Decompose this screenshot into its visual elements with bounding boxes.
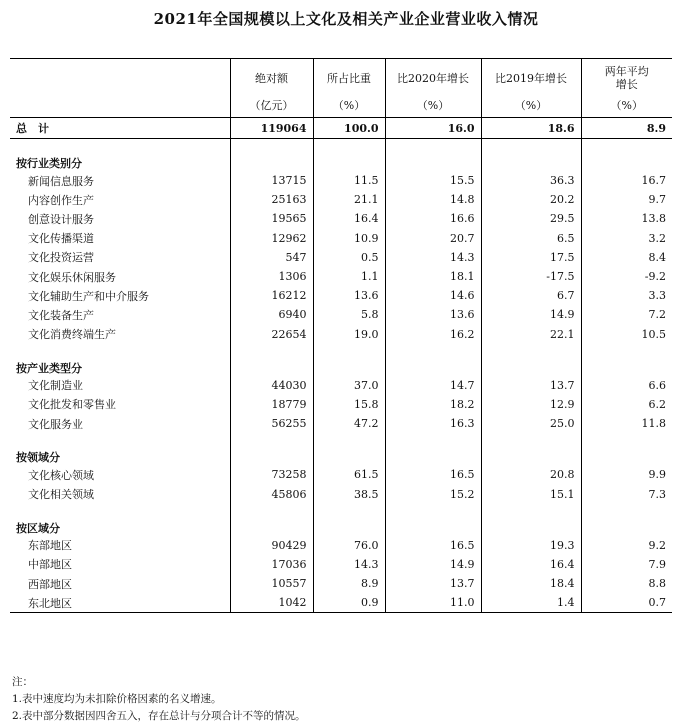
cell-two-year-avg: 11.8	[581, 414, 672, 433]
section-spacer	[10, 344, 672, 354]
cell-two-year-avg: 9.9	[581, 465, 672, 484]
section-title: 按产业类型分	[16, 361, 82, 375]
cell-share: 11.5	[313, 171, 385, 190]
cell-growth-2020: 18.1	[385, 267, 481, 286]
cell-growth-2020: 15.2	[385, 484, 481, 503]
cell-growth-2020: 13.6	[385, 305, 481, 324]
cell-absolute: 16212	[230, 286, 313, 305]
cell-growth-2020: 14.7	[385, 376, 481, 395]
row-label: 文化投资运营	[28, 251, 94, 265]
row-label: 中部地区	[28, 558, 72, 572]
row-label: 文化服务业	[28, 417, 83, 431]
section-header-row	[10, 354, 672, 376]
note-1: 1.表中速度均为未扣除价格因素的名义增速。	[12, 693, 222, 705]
unit-absolute: （亿元）	[230, 93, 313, 118]
row-label: 文化传播渠道	[28, 232, 94, 246]
cell-two-year-avg: 16.7	[581, 171, 672, 190]
total-row	[10, 118, 672, 139]
table-row	[10, 574, 672, 593]
total-label: 总 计	[10, 118, 230, 139]
row-label: 文化娱乐休闲服务	[28, 270, 116, 284]
section-spacer	[10, 139, 672, 150]
unit-share: （%）	[313, 93, 385, 118]
header-growth-2019: 比2019年增长	[481, 59, 581, 94]
cell-two-year-avg: 7.9	[581, 555, 672, 574]
cell-two-year-avg: 0.7	[581, 593, 672, 613]
cell-share: 16.4	[313, 209, 385, 228]
table-title: 2021年全国规模以上文化及相关产业企业营业收入情况	[153, 10, 539, 28]
total-absolute: 119064	[230, 118, 313, 139]
cell-absolute: 44030	[230, 376, 313, 395]
cell-growth-2019: 25.0	[481, 414, 581, 433]
cell-absolute: 10557	[230, 574, 313, 593]
cell-growth-2019: 17.5	[481, 248, 581, 267]
cell-growth-2020: 16.5	[385, 465, 481, 484]
cell-growth-2019: 19.3	[481, 536, 581, 555]
cell-growth-2019: 15.1	[481, 484, 581, 503]
cell-two-year-avg: 9.7	[581, 190, 672, 209]
cell-share: 8.9	[313, 574, 385, 593]
table-row	[10, 325, 672, 344]
cell-growth-2020: 18.2	[385, 395, 481, 414]
cell-share: 14.3	[313, 555, 385, 574]
cell-absolute: 90429	[230, 536, 313, 555]
row-label: 西部地区	[28, 577, 72, 591]
table-row	[10, 171, 672, 190]
cell-share: 61.5	[313, 465, 385, 484]
cell-share: 1.1	[313, 267, 385, 286]
cell-absolute: 45806	[230, 484, 313, 503]
cell-two-year-avg: 7.2	[581, 305, 672, 324]
row-label: 创意设计服务	[28, 212, 94, 226]
cell-share: 47.2	[313, 414, 385, 433]
table-row	[10, 190, 672, 209]
row-label: 文化辅助生产和中介服务	[28, 289, 149, 303]
cell-absolute: 1042	[230, 593, 313, 613]
cell-absolute: 73258	[230, 465, 313, 484]
section-header-row	[10, 514, 672, 536]
cell-two-year-avg: 6.2	[581, 395, 672, 414]
unit-two-year-avg: （%）	[581, 93, 672, 118]
cell-absolute: 18779	[230, 395, 313, 414]
cell-growth-2020: 16.3	[385, 414, 481, 433]
table-row	[10, 555, 672, 574]
cell-absolute: 12962	[230, 229, 313, 248]
cell-two-year-avg: -9.2	[581, 267, 672, 286]
row-label: 文化装备生产	[28, 308, 94, 322]
cell-absolute: 547	[230, 248, 313, 267]
cell-absolute: 22654	[230, 325, 313, 344]
table-row	[10, 209, 672, 228]
section-title: 按区域分	[16, 521, 60, 535]
header-blank	[10, 59, 230, 94]
cell-two-year-avg: 10.5	[581, 325, 672, 344]
row-label: 东部地区	[28, 539, 72, 553]
section-header-row	[10, 443, 672, 465]
table-row	[10, 395, 672, 414]
revenue-table	[10, 58, 672, 613]
cell-absolute: 19565	[230, 209, 313, 228]
table-body	[10, 118, 672, 613]
cell-growth-2019: 13.7	[481, 376, 581, 395]
cell-two-year-avg: 8.4	[581, 248, 672, 267]
cell-share: 0.5	[313, 248, 385, 267]
cell-growth-2019: 20.8	[481, 465, 581, 484]
header-two-year-avg-line1: 两年平均	[604, 65, 649, 78]
footnotes	[12, 674, 306, 725]
unit-blank	[10, 93, 230, 118]
cell-growth-2020: 16.2	[385, 325, 481, 344]
cell-two-year-avg: 3.3	[581, 286, 672, 305]
header-two-year-avg-line2: 增长	[615, 78, 638, 91]
row-label: 内容创作生产	[28, 193, 94, 207]
cell-growth-2020: 15.5	[385, 171, 481, 190]
cell-growth-2019: 18.4	[481, 574, 581, 593]
unit-growth-2019: （%）	[481, 93, 581, 118]
header-growth-2020: 比2020年增长	[385, 59, 481, 94]
cell-two-year-avg: 3.2	[581, 229, 672, 248]
header-two-year-avg	[581, 59, 672, 94]
cell-absolute: 17036	[230, 555, 313, 574]
cell-share: 15.8	[313, 395, 385, 414]
cell-growth-2019: 12.9	[481, 395, 581, 414]
cell-growth-2020: 13.7	[385, 574, 481, 593]
section-spacer	[10, 433, 672, 443]
cell-two-year-avg: 9.2	[581, 536, 672, 555]
cell-absolute: 25163	[230, 190, 313, 209]
cell-growth-2019: 1.4	[481, 593, 581, 613]
section-header-row	[10, 149, 672, 171]
cell-growth-2020: 14.9	[385, 555, 481, 574]
row-label: 文化相关领域	[28, 488, 94, 502]
cell-absolute: 13715	[230, 171, 313, 190]
cell-share: 19.0	[313, 325, 385, 344]
cell-two-year-avg: 8.8	[581, 574, 672, 593]
section-title: 按行业类别分	[16, 157, 82, 170]
section-title: 按领域分	[16, 451, 60, 465]
cell-growth-2019: -17.5	[481, 267, 581, 286]
cell-growth-2019: 14.9	[481, 305, 581, 324]
cell-absolute: 6940	[230, 305, 313, 324]
cell-growth-2019: 20.2	[481, 190, 581, 209]
table-row	[10, 305, 672, 324]
table-row	[10, 414, 672, 433]
cell-absolute: 56255	[230, 414, 313, 433]
cell-growth-2020: 20.7	[385, 229, 481, 248]
cell-growth-2020: 14.6	[385, 286, 481, 305]
cell-share: 37.0	[313, 376, 385, 395]
total-share: 100.0	[313, 118, 385, 139]
row-label: 文化核心领域	[28, 468, 94, 482]
cell-growth-2019: 16.4	[481, 555, 581, 574]
cell-growth-2019: 6.5	[481, 229, 581, 248]
table-row	[10, 229, 672, 248]
unit-growth-2020: （%）	[385, 93, 481, 118]
cell-growth-2020: 11.0	[385, 593, 481, 613]
cell-share: 76.0	[313, 536, 385, 555]
table-row	[10, 248, 672, 267]
total-growth-2019: 18.6	[481, 118, 581, 139]
header-absolute: 绝对额	[230, 59, 313, 94]
cell-growth-2019: 22.1	[481, 325, 581, 344]
cell-two-year-avg: 13.8	[581, 209, 672, 228]
cell-two-year-avg: 6.6	[581, 376, 672, 395]
cell-share: 10.9	[313, 229, 385, 248]
total-growth-2020: 16.0	[385, 118, 481, 139]
row-label: 东北地区	[10, 593, 230, 613]
cell-growth-2020: 16.6	[385, 209, 481, 228]
header-share: 所占比重	[313, 59, 385, 94]
cell-growth-2019: 29.5	[481, 209, 581, 228]
table-row	[10, 376, 672, 395]
cell-share: 21.1	[313, 190, 385, 209]
table-row	[10, 465, 672, 484]
table-row	[10, 267, 672, 286]
section-spacer	[10, 504, 672, 514]
total-two-year-avg: 8.9	[581, 118, 672, 139]
table-row	[10, 593, 672, 613]
row-label: 文化批发和零售业	[28, 398, 116, 412]
cell-share: 13.6	[313, 286, 385, 305]
note-heading: 注：	[12, 676, 33, 688]
cell-absolute: 1306	[230, 267, 313, 286]
cell-share: 5.8	[313, 305, 385, 324]
row-label: 文化制造业	[28, 379, 83, 393]
cell-growth-2019: 36.3	[481, 171, 581, 190]
cell-growth-2020: 16.5	[385, 536, 481, 555]
note-2: 2.表中部分数据因四舍五入，存在总计与分项合计不等的情况。	[12, 710, 306, 722]
cell-growth-2020: 14.3	[385, 248, 481, 267]
table-row	[10, 536, 672, 555]
row-label: 文化消费终端生产	[28, 328, 116, 342]
cell-growth-2019: 6.7	[481, 286, 581, 305]
row-label: 新闻信息服务	[28, 174, 94, 188]
cell-growth-2020: 14.8	[385, 190, 481, 209]
cell-share: 0.9	[313, 593, 385, 613]
cell-share: 38.5	[313, 484, 385, 503]
cell-two-year-avg: 7.3	[581, 484, 672, 503]
table-row	[10, 286, 672, 305]
table-row	[10, 484, 672, 503]
